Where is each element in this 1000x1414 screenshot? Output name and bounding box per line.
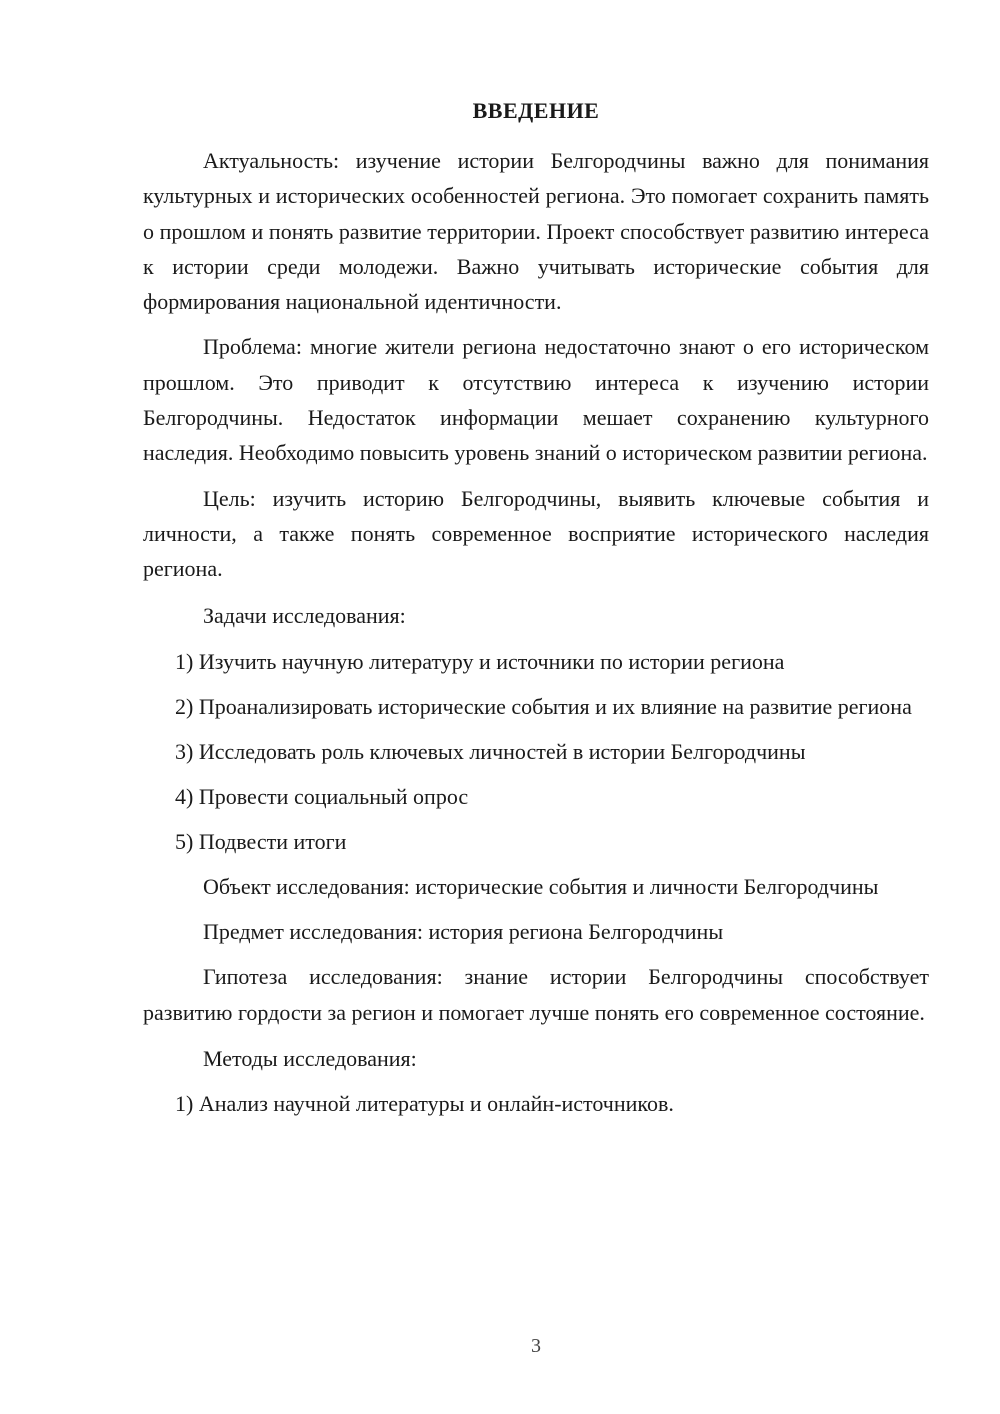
paragraph-relevance: Актуальность: изучение истории Белгородчины важно для понимания культурных и исторических особенностей региона. Это помогает сохранить память о прошлом и понять развитие территории. Проект способствует развитию интереса к истории среди молодежи. Важно учитывать исторические события для формирования национальной идентичности. (143, 148, 929, 315)
task-item-1: 1) Изучить научную литературу и источники по истории региона (175, 648, 785, 674)
task-item-5: 5) Подвести итоги (175, 828, 347, 854)
task-item-3: 3) Исследовать роль ключевых личностей в истории Белгородчины (175, 738, 806, 764)
methods-heading: Методы исследования: (203, 1046, 417, 1072)
paragraph-hypothesis: Гипотеза исследования: знание истории Белгородчины способствует развитию гордости за регион и помогает лучше понять его современное состояние. (143, 964, 929, 1025)
paragraph-subject: Предмет исследования: история региона Белгородчины (203, 919, 724, 945)
document-body (143, 143, 929, 1121)
paragraph-goal: Цель: изучить историю Белгородчины, выявить ключевые события и личности, а также понять современное восприятие исторического наследия региона. (143, 485, 929, 582)
page-title: ВВЕДЕНИЕ (472, 98, 600, 123)
tasks-heading: Задачи исследования: (203, 602, 406, 628)
page-number: 3 (531, 1335, 541, 1357)
paragraph-problem: Проблема: многие жители региона недостаточно знают о его историческом прошлом. Это приводит к отсутствию интереса к изучению истории Белгородчины. Недостаток информации мешает сохранению культурного наследия. Необходимо повысить уровень знаний о историческом развитии региона. (143, 334, 929, 466)
task-item-4: 4) Провести социальный опрос (175, 783, 469, 809)
method-item-1: 1) Анализ научной литературы и онлайн-источников. (175, 1091, 674, 1117)
paragraph-object: Объект исследования: исторические события и личности Белгородчины (203, 873, 879, 899)
task-item-2: 2) Проанализировать исторические события и их влияние на развитие региона (175, 693, 912, 719)
